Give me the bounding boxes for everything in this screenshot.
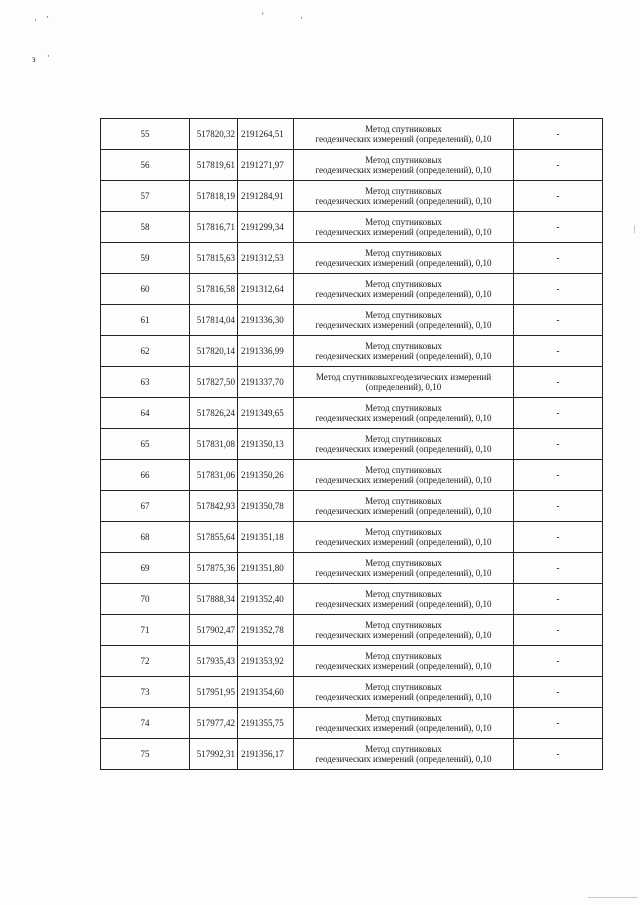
- method-line-2: геодезических измерений (определений), 0,10: [315, 475, 492, 485]
- error-cell: -: [514, 708, 603, 739]
- table-row: [101, 708, 603, 739]
- method-line-1: Метод спутниковых: [365, 217, 442, 227]
- table-row: [101, 584, 603, 615]
- error-cell: -: [514, 212, 603, 243]
- table-row: [101, 274, 603, 305]
- method-line-2: геодезических измерений (определений), 0,10: [315, 413, 492, 423]
- method-line-1: Метод спутниковых: [365, 620, 442, 630]
- coordinate-x-cell: 517818,19: [190, 181, 238, 212]
- point-number-cell: 61: [101, 305, 190, 336]
- method-line-2: геодезических измерений (определений), 0,10: [315, 506, 492, 516]
- coordinate-x-cell: 517816,71: [190, 212, 238, 243]
- table-row: [101, 553, 603, 584]
- method-cell: [294, 429, 514, 460]
- error-cell: -: [514, 491, 603, 522]
- method-cell: [294, 367, 514, 398]
- method-line-1: Метод спутниковых: [365, 589, 442, 599]
- method-cell: [294, 212, 514, 243]
- method-line-1: Метод спутниковых: [365, 651, 442, 661]
- coordinate-y-cell: 2191349,65: [238, 398, 294, 429]
- method-line-1: Метод спутниковых: [365, 248, 442, 258]
- point-number-cell: 66: [101, 460, 190, 491]
- method-cell: [294, 491, 514, 522]
- coordinate-x-cell: 517819,61: [190, 150, 238, 181]
- method-line-2: геодезических измерений (определений), 0,10: [315, 227, 492, 237]
- error-cell: -: [514, 150, 603, 181]
- coordinates-table-body: [101, 119, 603, 770]
- table-row: [101, 212, 603, 243]
- method-line-2: геодезических измерений (определений), 0,10: [315, 661, 492, 671]
- method-line-2: геодезических измерений (определений), 0,10: [315, 134, 492, 144]
- table-row: [101, 150, 603, 181]
- error-cell: -: [514, 429, 603, 460]
- point-number-cell: 69: [101, 553, 190, 584]
- point-number-cell: 74: [101, 708, 190, 739]
- table-row: [101, 243, 603, 274]
- method-line-2: геодезических измерений (определений), 0,10: [315, 723, 492, 733]
- method-line-1: Метод спутниковых: [365, 496, 442, 506]
- error-cell: -: [514, 274, 603, 305]
- error-cell: -: [514, 615, 603, 646]
- table-row: [101, 119, 603, 150]
- method-line-1: Метод спутниковых: [365, 558, 442, 568]
- coordinate-y-cell: 2191336,99: [238, 336, 294, 367]
- coordinate-y-cell: 2191352,78: [238, 615, 294, 646]
- method-line-1: Метод спутниковых: [365, 744, 442, 754]
- point-number-cell: 59: [101, 243, 190, 274]
- scan-speck: з: [32, 54, 36, 64]
- method-cell: [294, 398, 514, 429]
- method-line-1: Метод спутниковых: [365, 682, 442, 692]
- point-number-cell: 71: [101, 615, 190, 646]
- table-row: [101, 181, 603, 212]
- method-line-2: геодезических измерений (определений), 0,10: [315, 320, 492, 330]
- method-cell: [294, 274, 514, 305]
- error-cell: -: [514, 522, 603, 553]
- method-line-1: Метод спутниковых: [365, 279, 442, 289]
- error-cell: -: [514, 336, 603, 367]
- method-line-1: Метод спутниковых: [365, 155, 442, 165]
- method-cell: [294, 460, 514, 491]
- coordinate-y-cell: 2191350,13: [238, 429, 294, 460]
- method-cell: [294, 677, 514, 708]
- method-cell: [294, 739, 514, 770]
- table-row: [101, 615, 603, 646]
- method-line-1: Метод спутниковых: [365, 186, 442, 196]
- method-line-2: геодезических измерений (определений), 0,10: [315, 258, 492, 268]
- error-cell: -: [514, 181, 603, 212]
- table-row: [101, 646, 603, 677]
- coordinate-x-cell: 517977,42: [190, 708, 238, 739]
- method-line-2: (определений), 0,10: [365, 382, 442, 392]
- coordinate-x-cell: 517827,50: [190, 367, 238, 398]
- point-number-cell: 72: [101, 646, 190, 677]
- coordinate-y-cell: 2191312,53: [238, 243, 294, 274]
- coordinate-x-cell: 517855,64: [190, 522, 238, 553]
- table-row: [101, 305, 603, 336]
- method-line-1: Метод спутниковых: [365, 527, 442, 537]
- method-cell: [294, 336, 514, 367]
- table-row: [101, 677, 603, 708]
- coordinate-x-cell: 517935,43: [190, 646, 238, 677]
- method-cell: [294, 305, 514, 336]
- method-line-2: геодезических измерений (определений), 0,10: [315, 754, 492, 764]
- method-cell: [294, 119, 514, 150]
- table-row: [101, 491, 603, 522]
- point-number-cell: 55: [101, 119, 190, 150]
- table-row: [101, 429, 603, 460]
- error-cell: -: [514, 119, 603, 150]
- method-cell: [294, 615, 514, 646]
- method-line-1: Метод спутниковых: [365, 403, 442, 413]
- error-cell: -: [514, 646, 603, 677]
- coordinate-x-cell: 517826,24: [190, 398, 238, 429]
- coordinate-y-cell: 2191337,70: [238, 367, 294, 398]
- scan-speck: ·: [34, 15, 37, 25]
- table-row: [101, 522, 603, 553]
- table-row: [101, 398, 603, 429]
- point-number-cell: 63: [101, 367, 190, 398]
- coordinate-x-cell: 517902,47: [190, 615, 238, 646]
- error-cell: -: [514, 739, 603, 770]
- coordinate-x-cell: 517820,32: [190, 119, 238, 150]
- method-line-2: геодезических измерений (определений), 0,10: [315, 599, 492, 609]
- method-cell: [294, 522, 514, 553]
- coordinate-x-cell: 517831,08: [190, 429, 238, 460]
- method-cell: [294, 150, 514, 181]
- point-number-cell: 60: [101, 274, 190, 305]
- method-line-1: Метод спутниковых: [365, 124, 442, 134]
- table-row: [101, 460, 603, 491]
- method-cell: [294, 584, 514, 615]
- method-line-2: геодезических измерений (определений), 0,10: [315, 444, 492, 454]
- coordinate-y-cell: 2191284,91: [238, 181, 294, 212]
- table-row: [101, 367, 603, 398]
- coordinates-table: [100, 118, 603, 770]
- coordinate-y-cell: 2191356,17: [238, 739, 294, 770]
- coordinate-y-cell: 2191271,97: [238, 150, 294, 181]
- error-cell: -: [514, 398, 603, 429]
- error-cell: -: [514, 305, 603, 336]
- point-number-cell: 65: [101, 429, 190, 460]
- coordinate-y-cell: 2191351,80: [238, 553, 294, 584]
- coordinate-x-cell: 517951,95: [190, 677, 238, 708]
- method-cell: [294, 553, 514, 584]
- scan-speck: ·: [47, 51, 50, 61]
- point-number-cell: 64: [101, 398, 190, 429]
- method-cell: [294, 708, 514, 739]
- coordinate-y-cell: 2191350,78: [238, 491, 294, 522]
- method-line-1: Метод спутниковых: [365, 310, 442, 320]
- method-line-2: геодезических измерений (определений), 0,10: [315, 165, 492, 175]
- method-cell: [294, 181, 514, 212]
- error-cell: -: [514, 553, 603, 584]
- coordinate-x-cell: 517831,06: [190, 460, 238, 491]
- coordinate-y-cell: 2191312,64: [238, 274, 294, 305]
- coordinate-x-cell: 517842,93: [190, 491, 238, 522]
- method-line-1: Метод спутниковых: [365, 713, 442, 723]
- coordinate-y-cell: 2191355,75: [238, 708, 294, 739]
- scan-edge-mark: [588, 897, 638, 898]
- point-number-cell: 68: [101, 522, 190, 553]
- method-line-2: геодезических измерений (определений), 0,10: [315, 692, 492, 702]
- coordinate-x-cell: 517992,31: [190, 739, 238, 770]
- scan-speck: ': [262, 11, 264, 21]
- method-line-2: геодезических измерений (определений), 0,10: [315, 568, 492, 578]
- coordinate-y-cell: 2191353,92: [238, 646, 294, 677]
- error-cell: -: [514, 367, 603, 398]
- error-cell: -: [514, 677, 603, 708]
- table-row: [101, 336, 603, 367]
- coordinate-y-cell: 2191336,30: [238, 305, 294, 336]
- coordinate-x-cell: 517814,04: [190, 305, 238, 336]
- coordinate-y-cell: 2191352,40: [238, 584, 294, 615]
- method-cell: [294, 243, 514, 274]
- method-line-1: Метод спутниковых: [365, 434, 442, 444]
- coordinate-y-cell: 2191299,34: [238, 212, 294, 243]
- coordinate-x-cell: 517815,63: [190, 243, 238, 274]
- coordinate-x-cell: 517816,58: [190, 274, 238, 305]
- method-line-1: Метод спутниковых: [365, 341, 442, 351]
- method-cell: [294, 646, 514, 677]
- coordinate-x-cell: 517888,34: [190, 584, 238, 615]
- coordinate-y-cell: 2191351,18: [238, 522, 294, 553]
- scan-speck: ·: [300, 13, 303, 23]
- method-line-1: Метод спутниковыхгеодезических измерений: [315, 372, 492, 382]
- method-line-2: геодезических измерений (определений), 0,10: [315, 351, 492, 361]
- point-number-cell: 56: [101, 150, 190, 181]
- coordinate-y-cell: 2191350,26: [238, 460, 294, 491]
- error-cell: -: [514, 460, 603, 491]
- point-number-cell: 67: [101, 491, 190, 522]
- coordinate-y-cell: 2191354,60: [238, 677, 294, 708]
- point-number-cell: 62: [101, 336, 190, 367]
- method-line-2: геодезических измерений (определений), 0,10: [315, 630, 492, 640]
- method-line-2: геодезических измерений (определений), 0,10: [315, 537, 492, 547]
- point-number-cell: 75: [101, 739, 190, 770]
- error-cell: -: [514, 584, 603, 615]
- point-number-cell: 58: [101, 212, 190, 243]
- method-line-1: Метод спутниковых: [365, 465, 442, 475]
- coordinate-x-cell: 517875,36: [190, 553, 238, 584]
- coordinate-x-cell: 517820,14: [190, 336, 238, 367]
- point-number-cell: 57: [101, 181, 190, 212]
- scan-speck: ·: [46, 12, 49, 22]
- method-line-2: геодезических измерений (определений), 0,10: [315, 196, 492, 206]
- error-cell: -: [514, 243, 603, 274]
- method-line-2: геодезических измерений (определений), 0,10: [315, 289, 492, 299]
- scan-edge-mark: [634, 225, 635, 233]
- point-number-cell: 70: [101, 584, 190, 615]
- table-row: [101, 739, 603, 770]
- coordinate-y-cell: 2191264,51: [238, 119, 294, 150]
- point-number-cell: 73: [101, 677, 190, 708]
